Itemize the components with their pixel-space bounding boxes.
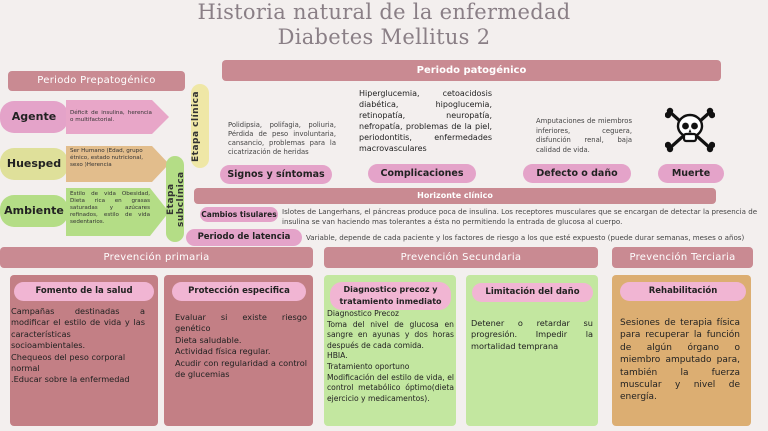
diagnostico-text: Diagnostico Precoz Toma del nivel de glucosa en sangre en ayunas y dos horas después de cada comida. HBIA. Tratamiento oportuno Modificación del estilo de vida, el control metabólico óptimo(dieta ejercicio y medicamentos). [327,309,454,403]
signos-text: Polidipsia, polifagia, poliuria, Pérdida de peso involuntaria, cansancio, problemas para la cicatrización de heridas [228,121,336,156]
huesped-text: Ser Humano (Edad, grupo étnico, estado nutricional, sexo )Herencia [70,148,144,168]
defecto-text: Amputaciones de miembros inferiores, ceguera, disfunción renal, baja calidad de vida. [536,117,632,154]
etapa-subclinica-label: Etapa subclínica [166,156,184,242]
proteccion-text: Evaluar si existe riesgo genético Dieta saludable. Actividad física regular. Acudir con regularidad a control de glucemias [175,312,307,380]
patogenic-header: Periodo patogénico [222,60,721,81]
etapa-clinica-label: Etapa clínica [191,84,209,168]
fomento-text: Campañas destinadas a modificar el estilo de vida y las características socioambientales. Chequeos del peso corporal normal .Educar sobre la enfermedad [11,306,145,385]
cambios-label: Cambios tisulares [200,207,278,222]
huesped-label: Huesped [0,148,68,180]
horizonte-clinico: Horizonte clínico [194,188,716,204]
limitacion-text: Detener o retardar su progresión. Impedir la mortalidad temprana [471,318,593,351]
diagnostico-label: Diagnostico precoz y tratamiento inmediato [330,282,451,310]
signos-label: Signos y síntomas [220,165,332,184]
muerte-label: Muerte [658,164,724,183]
prepatogenic-header: Periodo Prepatogénico [8,71,185,91]
latencia-label: Periodo de latencia [186,229,302,246]
ambiente-label: Ambiente [0,195,68,227]
proteccion-label: Protección especifica [172,282,306,301]
fomento-label: Fomento de la salud [14,282,154,301]
skull-crossbones-icon [665,107,715,153]
defecto-label: Defecto o daño [523,164,631,183]
rehabilitacion-text: Sesiones de terapia física para recuperar la función de algún órgano o miembro amputado para, también la fuerza muscular y nivel de energía. [620,318,740,403]
ambiente-text: Estilo de vida Obesidad, Dieta rica en grasas saturadas y azúcares refinados, estilo de vida sedentarios. [70,191,150,225]
complicaciones-text: Hiperglucemia, cetoacidosis diabética, hipoglucemia, retinopatía, neuropatía, nefropatía, problemas de la piel, periodontitis, enfermedades macrovasculares [359,89,492,153]
complicaciones-label: Complicaciones [368,164,476,183]
prevencion-primaria-header: Prevención primaria [0,247,313,268]
rehabilitacion-label: Rehabilitación [620,282,746,301]
prevencion-secundaria-header: Prevención Secundaria [324,247,598,268]
agente-text: Déficit de insulina, herencia o multifactorial. [70,110,152,123]
page-subtitle: Diabetes Mellitus 2 [277,25,491,49]
limitacion-label: Limitación del daño [472,283,593,302]
page-title: Historia natural de la enfermedad [197,0,571,24]
cambios-text: Islotes de Langerhans, el páncreas produce poca de insulina. Los receptores musculares que se encargan de detectar la presencia de insulina se van haciendo mas tolerantes a ésta no permitiendo la entrada de glucosa al cuerpo. [282,207,758,226]
agente-label: Agente [0,101,68,133]
latencia-text: Variable, depende de cada paciente y los factores de riesgo a los que esté expuesto (puede durar semanas, meses o años) [306,233,745,242]
prevencion-terciaria-header: Prevención Terciaria [612,247,753,268]
